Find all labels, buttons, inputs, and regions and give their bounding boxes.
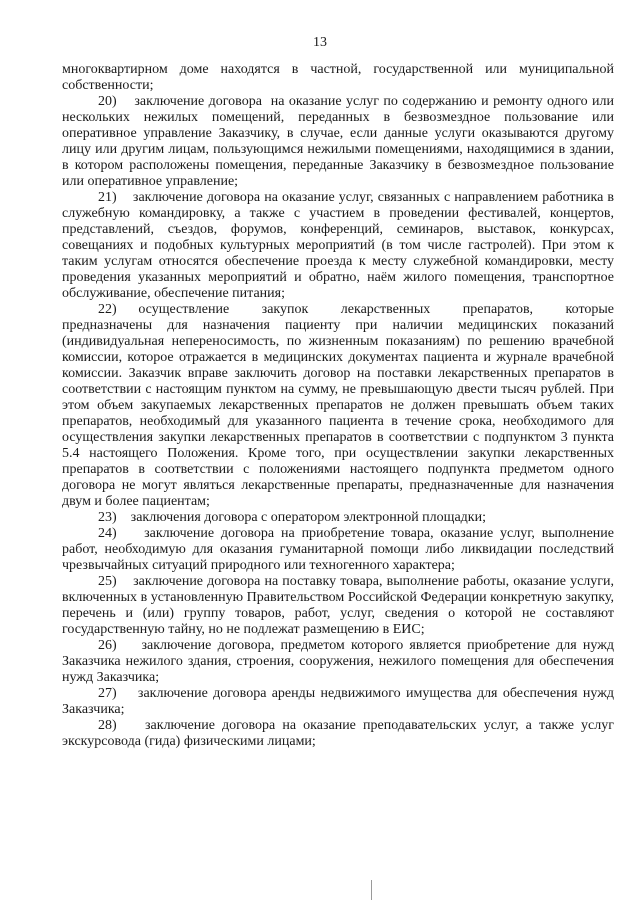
list-item-20: 20) заключение договора на оказание услуг по содержанию и ремонту одного или нескольких нежилых помещений, переданных в безвозмездное пользование или оперативное управление Заказчику, в случае, если данные услуги оказываются другому лицу или другим лицам, пользующимся нежилыми помещениями, находящимися в здании, в котором расположены помещения, переданные Заказчику в безвозмездное пользование или оперативное управление; xyxy=(62,94,614,189)
list-item-23: 23) заключения договора с оператором электронной площадки; xyxy=(98,510,486,525)
list-item-26: 26) заключение договора, предметом которого является приобретение для нужд Заказчика нежилого здания, строения, сооружения, нежилого помещения для обеспечения нужд Заказчика; xyxy=(62,638,614,685)
list-item-21: 21) заключение договора на оказание услуг, связанных с направлением работника в служебную командировку, а также с участием в проведении фестивалей, концертов, представлений, съездов, форумов, конференций, семинаров, выставок, конкурсах, совещаниях и подобных культурных мероприятий (в том числе гастролей). При этом к таким услугам относятся обеспечение проезда к месту служебной командировки, месту проведения указанных мероприятий и обратно, наём жилого помещения, транспортное обслуживание, обеспечение питания; xyxy=(62,190,614,301)
list-item-27: 27) заключение договора аренды недвижимого имущества для обеспечения нужд Заказчика; xyxy=(62,686,614,717)
document-body xyxy=(62,62,614,750)
list-item-24: 24) заключение договора на приобретение товара, оказание услуг, выполнение работ, необходимую для оказания гуманитарной помощи либо ликвидации последствий чрезвычайных ситуаций природного или техногенного характера; xyxy=(62,526,614,573)
list-item-22: 22) осуществление закупок лекарственных препаратов, которые предназначены для назначения пациенту при наличии медицинских показаний (индивидуальная непереносимость, по жизненным показаниям) по решению врачебной комиссии, которое отражается в медицинских документах пациента и журнале врачебной комиссии. Заказчик вправе заключить договор на поставки лекарственных препаратов в соответствии с настоящим пунктом на сумму, не превышающую двести тысяч рублей. При этом объем закупаемых лекарственных препаратов не должен превышать объем таких препаратов, необходимый для указанного пациента в течение срока, необходимого для осуществления закупки лекарственных препаратов в соответствии с подпунктом 3 пункта 5.4 настоящего Положения. Кроме того, при осуществлении закупки лекарственных препаратов в соответствии с положениями настоящего подпункта предметом одного договора не могут являться лекарственные препараты, предназначенные для назначения двум и более пациентам; xyxy=(62,302,614,509)
page-number: 13 xyxy=(313,35,327,50)
list-item-25: 25) заключение договора на поставку товара, выполнение работы, оказание услуги, включенных в установленную Правительством Российской Федерации конкретную закупку, перечень и (или) группу товаров, работ, услуг, сведения о которой не составляют государственную тайну, но не подлежат размещению в ЕИС; xyxy=(62,574,614,637)
paragraph-continuation: многоквартирном доме находятся в частной, государственной или муниципальной собственности; xyxy=(62,62,614,93)
scan-artifact-line xyxy=(371,880,372,900)
list-item-28: 28) заключение договора на оказание преподавательских услуг, а также услуг экскурсовода (гида) физическими лицами; xyxy=(62,718,614,749)
